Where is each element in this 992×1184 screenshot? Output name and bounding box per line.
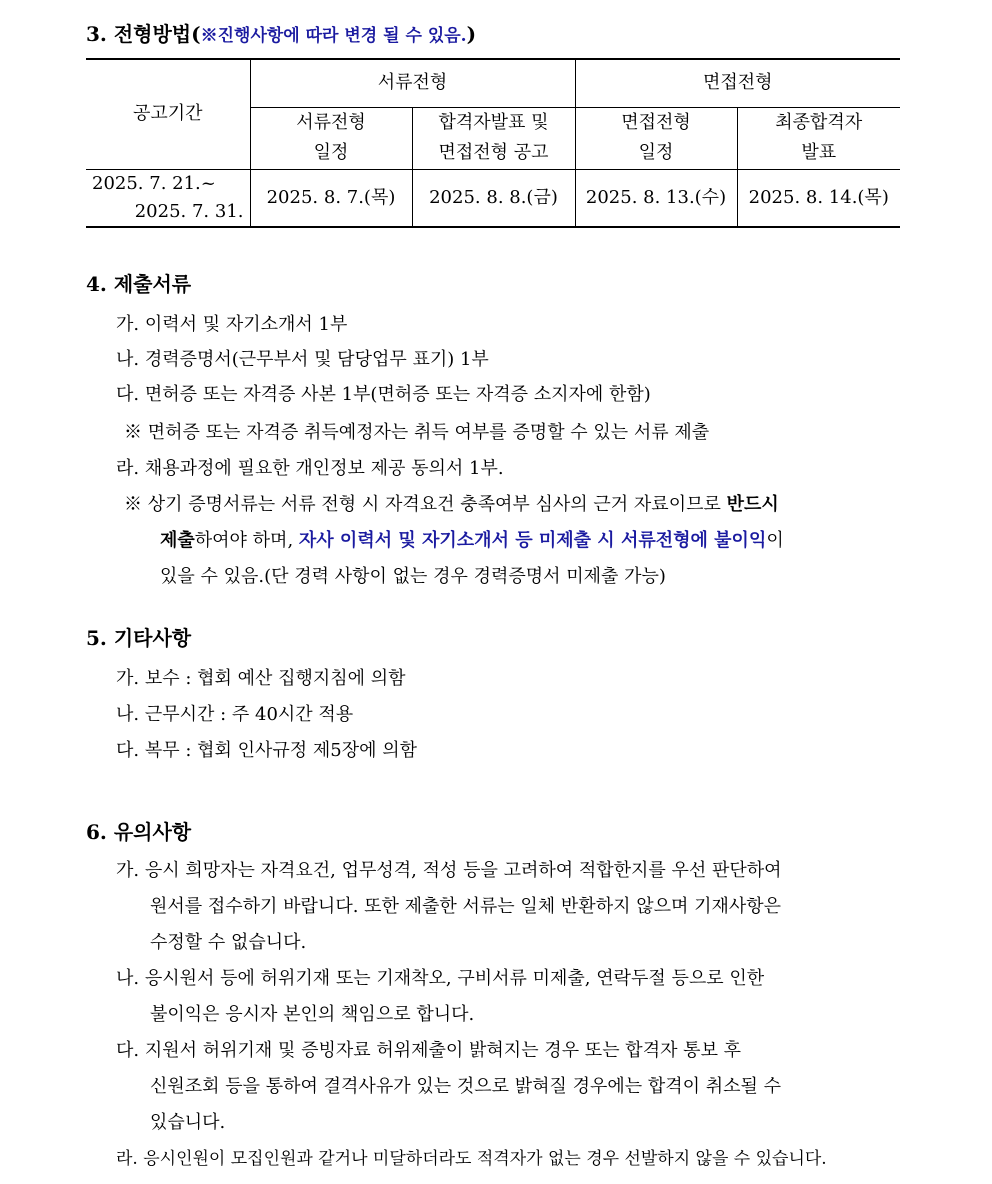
note-2-text-b: 하여야 하며,	[194, 530, 299, 551]
section-4-note-2-line3: 있을 수 있음.(단 경력 사항이 없는 경우 경력증명서 미제출 가능)	[160, 566, 666, 587]
note-2-warning: 자사 이력서 및 자기소개서 등 미제출 시 서류전형에 불이익	[298, 530, 767, 551]
col-doc-schedule-line1: 서류전형	[296, 112, 366, 133]
section-5-title: 5. 기타사항	[86, 626, 192, 650]
section-6-item-ga-line1: 가. 응시 희망자는 자격요건, 업무성격, 적성 등을 고려하여 적합한지를 우선 판단하여	[116, 860, 782, 881]
col-final-result-line2: 발표	[801, 142, 837, 163]
section-5-item-da: 다. 복무 : 협회 인사규정 제5장에 의함	[116, 740, 417, 761]
col-doc-schedule	[250, 107, 412, 169]
section-6-item-ga-line3: 수정할 수 없습니다.	[150, 932, 307, 953]
section-6-item-na-line1: 나. 응시원서 등에 허위기재 또는 기재착오, 구비서류 미제출, 연락두절 등으로 인한	[116, 968, 765, 989]
note-2-text-c: 이	[766, 530, 784, 551]
col-interview-schedule-line2: 일정	[638, 142, 674, 163]
col-interview-schedule-line1: 면접전형	[621, 112, 691, 133]
period-header: 공고기간	[86, 59, 250, 169]
col-announcement	[412, 107, 575, 169]
section-6-item-ga-line2: 원서를 접수하기 바랍니다. 또한 제출한 서류는 일체 반환하지 않으며 기재사항은	[150, 896, 782, 917]
section-6-title: 6. 유의사항	[86, 820, 192, 844]
col-doc-schedule-line2: 일정	[313, 142, 349, 163]
interview-schedule-value: 2025. 8. 13.(수)	[575, 169, 737, 227]
document-screening-header: 서류전형	[250, 59, 575, 107]
section-4-item-ga: 가. 이력서 및 자기소개서 1부	[116, 314, 348, 335]
section-3-close: )	[466, 22, 477, 46]
section-6-item-da-line3: 있습니다.	[150, 1112, 226, 1133]
interview-header: 면접전형	[575, 59, 900, 107]
section-4-note-2-line1	[124, 490, 779, 516]
col-final-result	[737, 107, 900, 169]
section-6-item-na-line2: 불이익은 응시자 본인의 책임으로 합니다.	[150, 1004, 475, 1025]
col-announcement-line1: 합격자발표 및	[438, 112, 549, 133]
period-start: 2025. 7. 21.~	[92, 172, 216, 194]
col-final-result-line1: 최종합격자	[775, 112, 863, 133]
note-2-text-a: ※ 상기 증명서류는 서류 전형 시 자격요건 충족여부 심사의 근거 자료이므로	[124, 494, 727, 515]
note-2-submit: 제출	[160, 530, 195, 551]
doc-schedule-value: 2025. 8. 7.(목)	[250, 169, 412, 227]
section-5-item-na: 나. 근무시간 : 주 40시간 적용	[116, 704, 354, 725]
schedule-table	[86, 58, 900, 228]
section-3-note: ※진행사항에 따라 변경 될 수 있음.	[200, 26, 467, 46]
period-end: 2025. 7. 31.	[134, 200, 244, 222]
section-6-item-ra: 라. 응시인원이 모집인원과 같거나 미달하더라도 적격자가 없는 경우 선발하지 않을 수 있습니다.	[116, 1149, 827, 1169]
section-3-title: 3. 전형방법(	[86, 22, 201, 46]
col-announcement-line2: 면접전형 공고	[438, 142, 549, 163]
section-6-item-da-line2: 신원조회 등을 통하여 결격사유가 있는 것으로 밝혀질 경우에는 합격이 취소될 수	[150, 1076, 782, 1097]
note-2-emphasis: 반드시	[726, 494, 779, 515]
section-5-item-ga: 가. 보수 : 협회 예산 집행지침에 의함	[116, 668, 406, 689]
section-3-heading	[86, 18, 476, 47]
section-4-item-na: 나. 경력증명서(근무부서 및 담당업무 표기) 1부	[116, 349, 489, 370]
period-cell	[86, 169, 250, 227]
section-4-item-ra: 라. 채용과정에 필요한 개인정보 제공 동의서 1부.	[116, 458, 504, 479]
section-4-note-2-line2	[160, 526, 784, 552]
section-6-item-da-line1: 다. 지원서 허위기재 및 증빙자료 허위제출이 밝혀지는 경우 또는 합격자 통보 후	[116, 1040, 742, 1061]
announcement-value: 2025. 8. 8.(금)	[412, 169, 575, 227]
section-4-item-da: 다. 면허증 또는 자격증 사본 1부(면허증 또는 자격증 소지자에 한함)	[116, 384, 651, 405]
col-interview-schedule	[575, 107, 737, 169]
final-result-value: 2025. 8. 14.(목)	[737, 169, 900, 227]
section-4-note-1: ※ 면허증 또는 자격증 취득예정자는 취득 여부를 증명할 수 있는 서류 제출	[124, 422, 710, 443]
section-4-title: 4. 제출서류	[86, 272, 192, 296]
